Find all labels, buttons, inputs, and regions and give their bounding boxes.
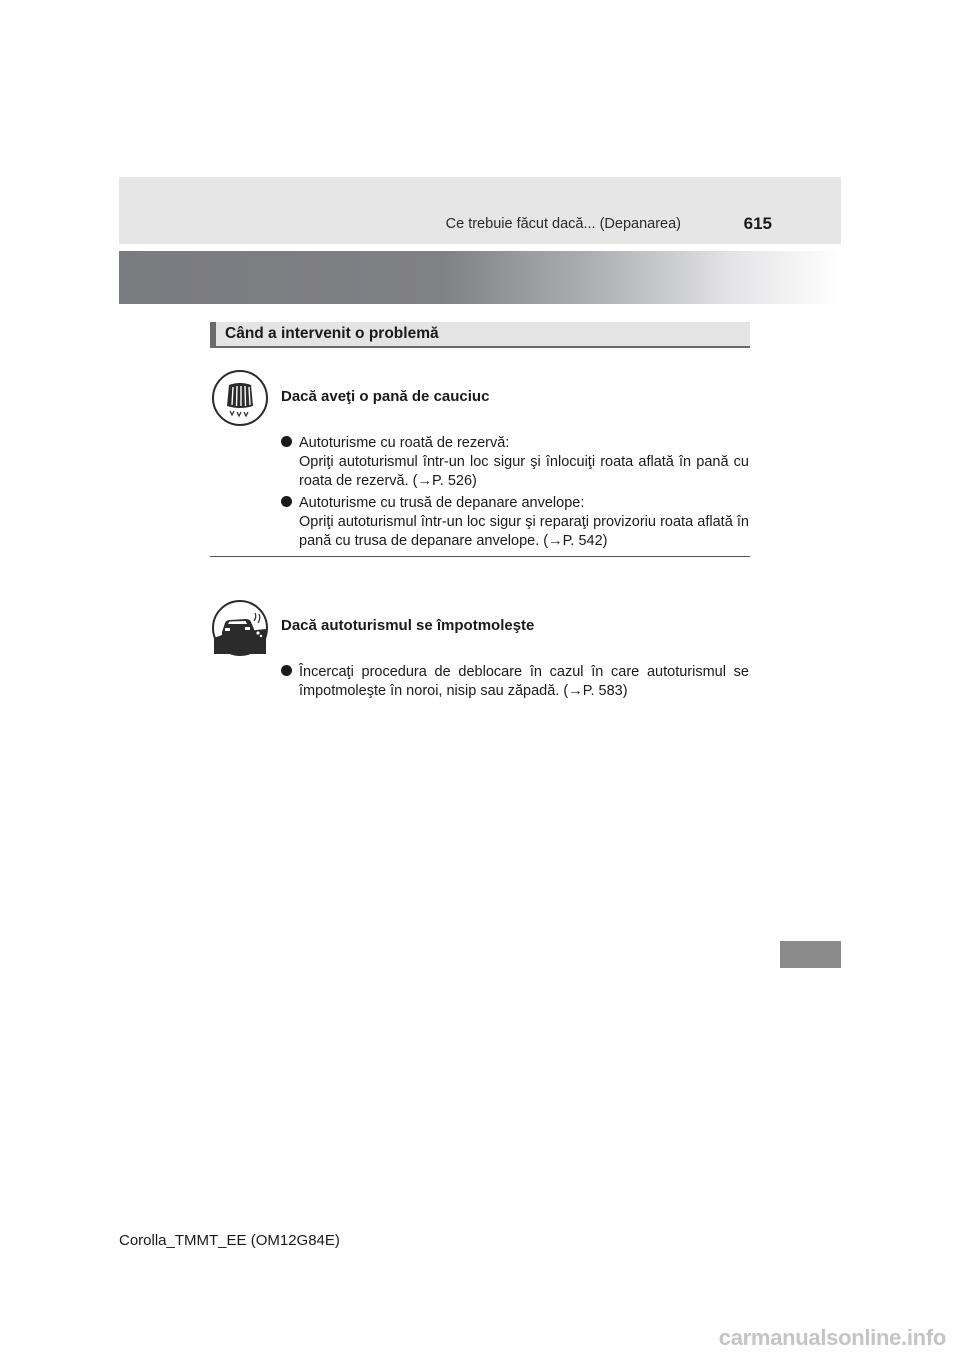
chapter-title: Ce trebuie făcut dacă... (Depanarea) [445, 216, 681, 232]
flat-tire-icon [212, 370, 268, 426]
section-accent [210, 322, 216, 348]
list-item [281, 434, 749, 491]
bullet-text: Încercaţi procedura de deblocare în cazul în care autoturismul se împotmoleşte în noroi, nisip sau zăpadă. (→P. 583) [299, 664, 749, 699]
bullet-icon [281, 496, 292, 507]
bullet-heading: Autoturisme cu roată de rezervă: [299, 435, 510, 451]
bullet-icon [281, 665, 292, 676]
watermark: carmanualsonline.info [718, 1325, 946, 1350]
page-number: 615 [743, 214, 772, 233]
page-header [119, 177, 841, 244]
bullet-text: Opriţi autoturismul într-un loc sigur şi înlocuiţi roata aflată în pană cu roata de rezervă. (→P. 526) [299, 454, 749, 489]
stuck-car-icon [212, 600, 268, 656]
list-item [281, 663, 749, 701]
footer-model-code: Corolla_TMMT_EE (OM12G84E) [119, 1232, 340, 1249]
divider [210, 556, 750, 557]
chapter-tab [780, 941, 841, 968]
section-heading [210, 322, 750, 348]
list-item [281, 494, 749, 551]
bullet-icon [281, 436, 292, 447]
bullet-text: Opriţi autoturismul într-un loc sigur şi reparaţi provizoriu roata aflată în pană cu trusa de depanare anvelope. (→P. 542) [299, 514, 749, 549]
section-title: Când a intervenit o problemă [225, 325, 439, 342]
block-title-flat-tire: Dacă aveţi o pană de cauciuc [281, 388, 490, 405]
bullet-heading: Autoturisme cu trusă de depanare anvelope: [299, 495, 585, 511]
chapter-band [119, 251, 841, 304]
block-title-stuck-car: Dacă autoturismul se împotmoleşte [281, 617, 535, 634]
